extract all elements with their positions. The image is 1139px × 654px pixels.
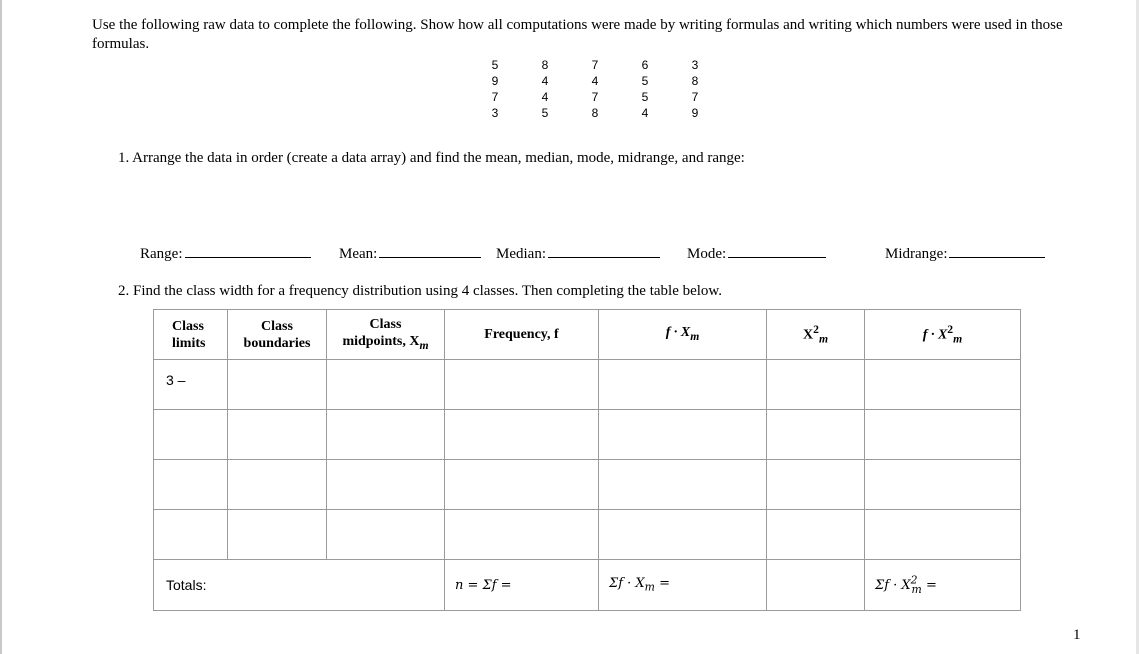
class-limits-cell[interactable]: 3 – bbox=[154, 360, 228, 410]
total-frequency-cell[interactable] bbox=[445, 560, 599, 611]
mean-blank[interactable] bbox=[379, 242, 481, 258]
xm-squared-cell[interactable] bbox=[767, 510, 865, 560]
totals-label-cell bbox=[154, 560, 445, 611]
header-f-times-xm-squared: $f \cdot X^2_m$ bbox=[865, 310, 1021, 360]
total-f-xm-squared-cell[interactable] bbox=[865, 560, 1021, 611]
totals-label: Totals: bbox=[166, 577, 207, 593]
table-row bbox=[154, 360, 1021, 410]
f-xm-cell[interactable] bbox=[599, 460, 767, 510]
question-2: 2. Find the class width for a frequency distribution using 4 classes. Then completing the table below. bbox=[118, 283, 723, 299]
range-blank[interactable] bbox=[185, 242, 311, 258]
xm-squared-cell[interactable] bbox=[767, 360, 865, 410]
totals-row bbox=[154, 560, 1021, 611]
header-class-boundaries: Class boundaries bbox=[228, 310, 327, 360]
table-row bbox=[154, 460, 1021, 510]
raw-data-value: 5 bbox=[641, 90, 649, 104]
raw-data-value: 4 bbox=[541, 74, 549, 88]
raw-data-value: 8 bbox=[541, 58, 549, 72]
total-f-xm-cell[interactable] bbox=[599, 560, 767, 611]
raw-data-row bbox=[470, 73, 720, 89]
class-midpoint-cell[interactable] bbox=[327, 410, 445, 460]
frequency-distribution-table bbox=[153, 309, 1021, 611]
header-xm-squared: $X^2_m$ bbox=[767, 310, 865, 360]
f-xm-squared-cell[interactable] bbox=[865, 460, 1021, 510]
median-label: Median: bbox=[496, 246, 546, 262]
class-limits-cell[interactable] bbox=[154, 510, 228, 560]
table-header-row bbox=[154, 310, 1021, 360]
mode-blank[interactable] bbox=[728, 242, 826, 258]
header-class-midpoints: Class midpoints, $X_m$ bbox=[327, 310, 445, 360]
raw-data-value: 6 bbox=[641, 58, 649, 72]
class-boundaries-cell[interactable] bbox=[228, 410, 327, 460]
raw-data-row bbox=[470, 89, 720, 105]
frequency-cell[interactable] bbox=[445, 510, 599, 560]
f-xm2-sum-formula: $\Sigma f \cdot X^2_m$ = bbox=[875, 574, 937, 596]
mode-answer bbox=[687, 242, 826, 263]
f-xm-cell[interactable] bbox=[599, 410, 767, 460]
class-midpoint-cell[interactable] bbox=[327, 460, 445, 510]
xm-squared-cell[interactable] bbox=[767, 410, 865, 460]
raw-data-value: 4 bbox=[541, 90, 549, 104]
median-blank[interactable] bbox=[548, 242, 660, 258]
frequency-cell[interactable] bbox=[445, 360, 599, 410]
class-limits-cell[interactable] bbox=[154, 460, 228, 510]
class-boundaries-cell[interactable] bbox=[228, 460, 327, 510]
raw-data-value: 7 bbox=[691, 90, 699, 104]
f-xm-squared-cell[interactable] bbox=[865, 510, 1021, 560]
raw-data-value: 3 bbox=[691, 58, 699, 72]
raw-data-row bbox=[470, 57, 720, 73]
f-xm-cell[interactable] bbox=[599, 510, 767, 560]
instructions-text: Use the following raw data to complete the following. Show how all computations were made by writing formulas and writing which numbers were used in those formulas. bbox=[92, 17, 1063, 52]
mean-label: Mean: bbox=[339, 246, 378, 262]
total-xm-squared-cell bbox=[767, 560, 865, 611]
midrange-label: Midrange: bbox=[885, 246, 948, 262]
midrange-blank[interactable] bbox=[949, 242, 1045, 258]
raw-data-value: 4 bbox=[641, 106, 649, 120]
header-frequency: Frequency, f bbox=[445, 310, 599, 360]
page-number: 1 bbox=[1073, 627, 1081, 643]
raw-data-value: 5 bbox=[641, 74, 649, 88]
class-midpoint-cell[interactable] bbox=[327, 360, 445, 410]
raw-data-value: 5 bbox=[541, 106, 549, 120]
frequency-cell[interactable] bbox=[445, 410, 599, 460]
raw-data-value: 8 bbox=[591, 106, 599, 120]
range-answer bbox=[140, 242, 311, 263]
raw-data-value: 8 bbox=[691, 74, 699, 88]
n-sum-formula: n = Σf = bbox=[455, 577, 512, 593]
raw-data-value: 7 bbox=[591, 90, 599, 104]
raw-data-value: 9 bbox=[691, 106, 699, 120]
raw-data-value: 4 bbox=[591, 74, 599, 88]
median-answer bbox=[496, 242, 660, 263]
table-row bbox=[154, 510, 1021, 560]
f-xm-squared-cell[interactable] bbox=[865, 410, 1021, 460]
xm-squared-cell[interactable] bbox=[767, 460, 865, 510]
raw-data-value: 9 bbox=[491, 74, 499, 88]
raw-data-value: 7 bbox=[591, 58, 599, 72]
f-xm-sum-formula: $\Sigma f \cdot X_m$ = bbox=[609, 576, 670, 594]
question-1: 1. Arrange the data in order (create a data array) and find the mean, median, mode, midrange, and range: bbox=[118, 150, 745, 166]
mode-label: Mode: bbox=[687, 246, 727, 262]
class-boundaries-cell[interactable] bbox=[228, 510, 327, 560]
table-row bbox=[154, 410, 1021, 460]
frequency-cell[interactable] bbox=[445, 460, 599, 510]
class-boundaries-cell[interactable] bbox=[228, 360, 327, 410]
header-f-times-xm: $f \cdot X_m$ bbox=[599, 310, 767, 360]
raw-data-value: 5 bbox=[491, 58, 499, 72]
mean-answer bbox=[339, 242, 481, 263]
class-midpoint-cell[interactable] bbox=[327, 510, 445, 560]
f-xm-cell[interactable] bbox=[599, 360, 767, 410]
raw-data-grid bbox=[470, 57, 720, 121]
midrange-answer bbox=[885, 242, 1045, 263]
range-label: Range: bbox=[140, 246, 183, 262]
header-class-limits: Class limits bbox=[154, 310, 228, 360]
raw-data-value: 3 bbox=[491, 106, 499, 120]
document-left-edge bbox=[0, 0, 2, 654]
raw-data-value: 7 bbox=[491, 90, 499, 104]
raw-data-row bbox=[470, 105, 720, 121]
class-limits-cell[interactable] bbox=[154, 410, 228, 460]
f-xm-squared-cell[interactable] bbox=[865, 360, 1021, 410]
